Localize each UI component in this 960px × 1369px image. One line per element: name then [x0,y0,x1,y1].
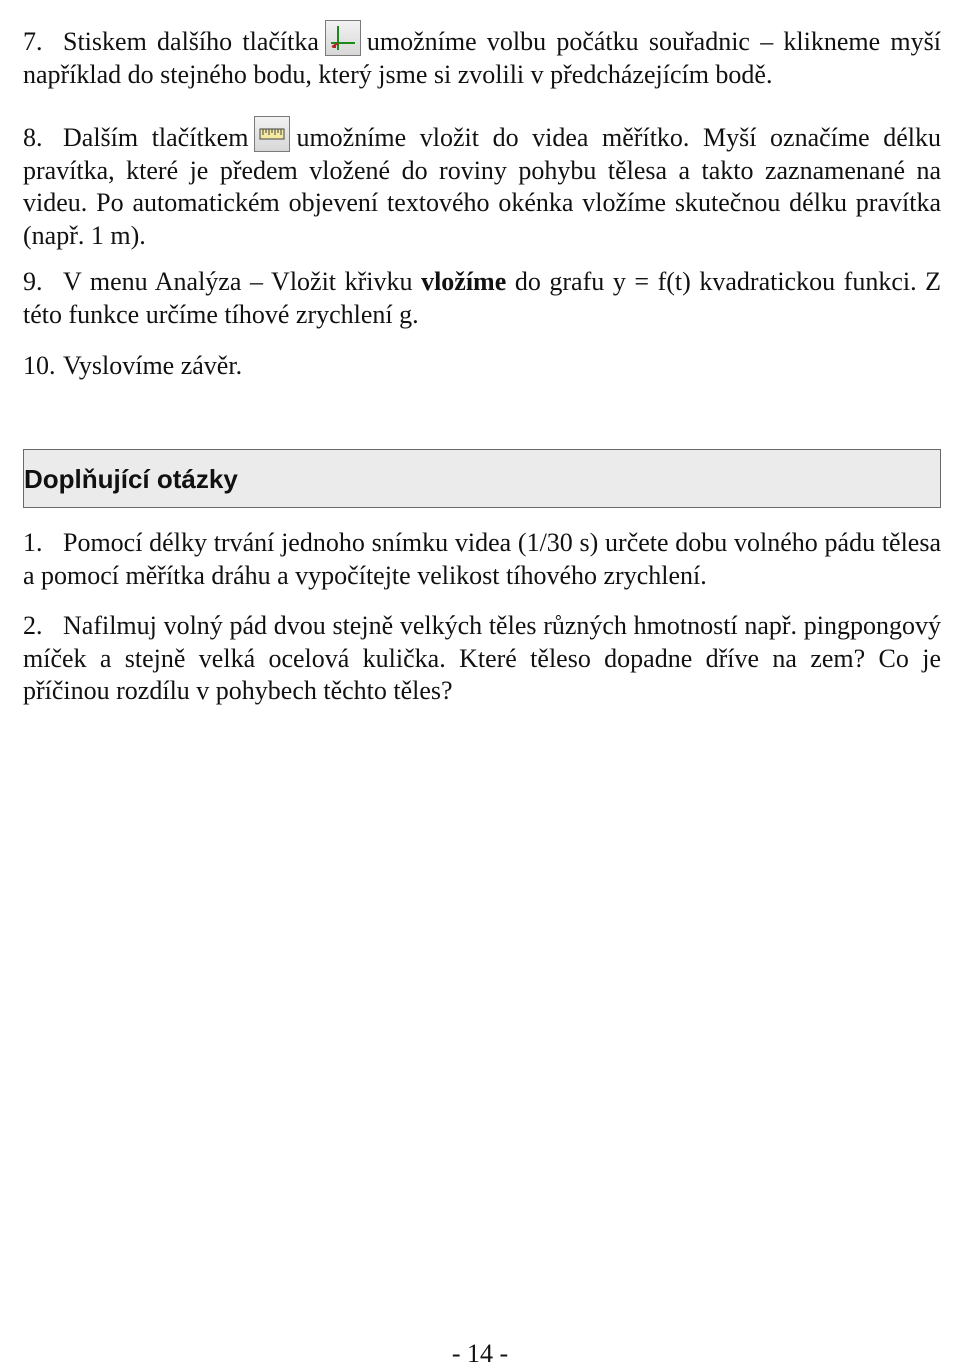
question-text: Nafilmuj volný pád dvou stejně velkých těles různých hmotností např. pingpongový míček a stejně velká ocelová kulička. Které těleso dopadne dříve na zem? Co je příčinou rozdílu v pohybech těchto těles? [23,611,941,705]
step-10 [23,350,941,383]
step-text: Stiskem dalšího tlačítka [63,27,319,56]
step-number: 8. [23,123,43,152]
section-heading-box [23,449,941,508]
question-2 [23,610,941,708]
step-bold-word: vložíme [421,267,507,296]
step-text-continued: do grafu y = f(t) kvadratickou funkci. Z této funkce určíme tíhové zrychlení g. [23,267,942,329]
ruler-icon [254,116,290,152]
section-title: Doplňující otázky [24,464,238,494]
step-7 [23,20,941,91]
step-9 [23,266,941,331]
origin-axes-icon [325,20,361,56]
step-text-continued: umožníme vložit do videa měřítko. Myší označíme délku pravítka, které je předem vložené do roviny pohybu tělesa a takto zaznamenané na videu. Po automatickém objevení textového okénka vložíme skutečnou délku pravítka (např. 1 m). [23,123,942,250]
step-text: Dalším tlačítkem [63,123,249,152]
step-number: 10. [23,351,56,380]
question-1 [23,527,941,592]
step-number: 7. [23,27,43,56]
step-text-continued: umožníme volbu počátku souřadnic – klikneme myší například do stejného bodu, který jsme si zvolili v předcházejícím bodě. [23,27,941,89]
step-text: Vyslovíme závěr. [63,351,243,380]
step-number: 9. [23,267,43,296]
step-8 [23,116,941,252]
step-text: V menu Analýza – Vložit křivku [63,267,413,296]
question-number: 1. [23,528,43,557]
page-number: - 14 - [451,1339,509,1368]
question-number: 2. [23,611,43,640]
question-text: Pomocí délky trvání jednoho snímku videa (1/30 s) určete dobu volného pádu tělesa a pomocí měřítka dráhu a vypočítejte velikost tíhového zrychlení. [23,528,941,590]
